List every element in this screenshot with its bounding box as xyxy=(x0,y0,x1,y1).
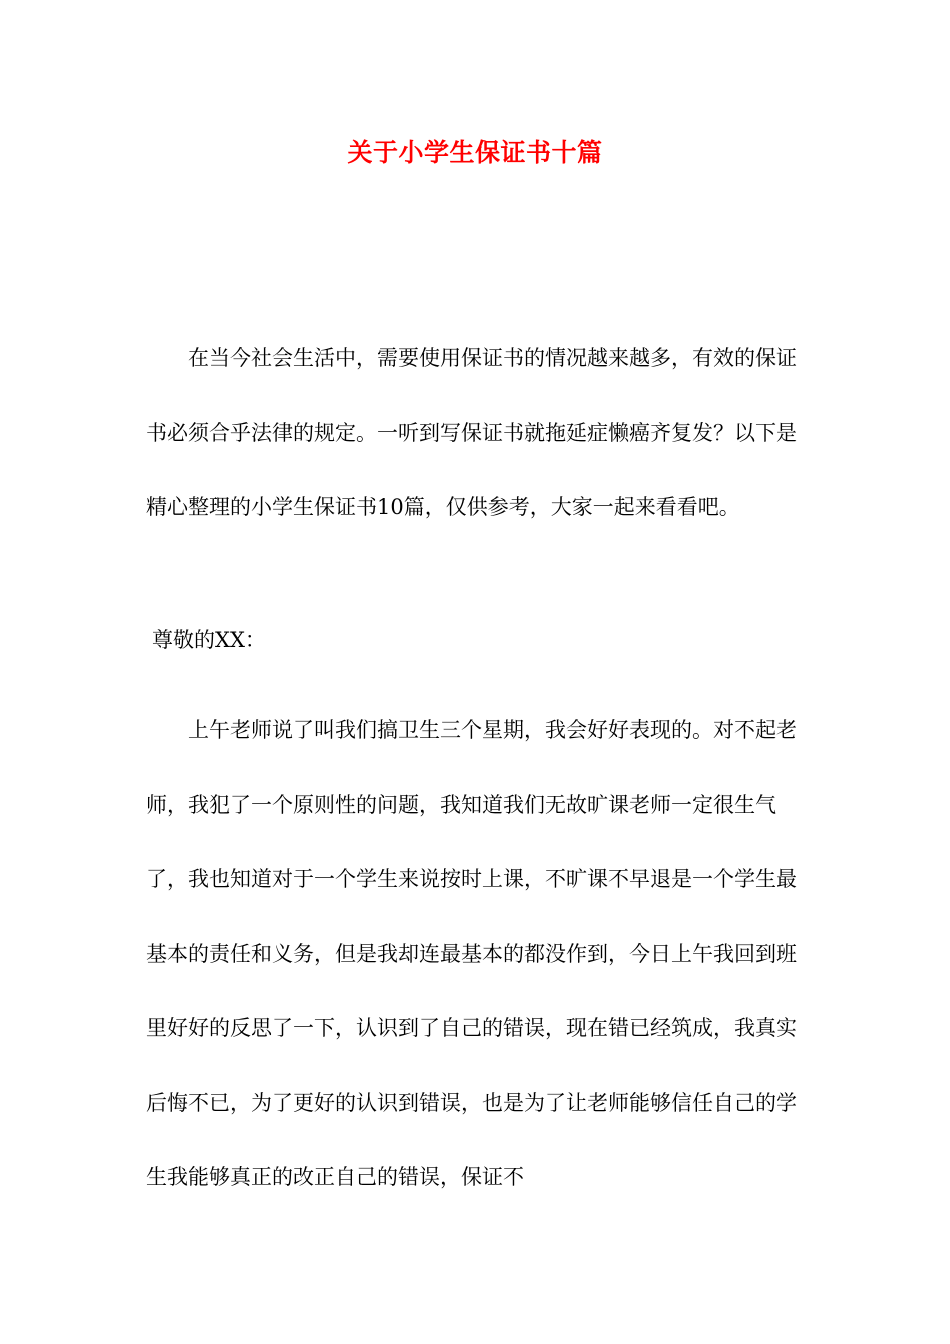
document-title: 关于小学生保证书十篇 xyxy=(347,138,603,167)
intro-paragraph: 在当今社会生活中，需要使用保证书的情况越来越多，有效的保证书必须合乎法律的规定。一听到写保证书就拖延症懒癌齐复发？以下是精心整理的小学生保证书10篇，仅供参考，大家一起来看看吧。 xyxy=(146,346,797,519)
body-paragraph: 上午老师说了叫我们搞卫生三个星期，我会好好表现的。对不起老师，我犯了一个原则性的问题，我知道我们无故旷课老师一定很生气了，我也知道对于一个学生来说按时上课，不旷课不早退是一个学生最基本的责任和义务，但是我却连最基本的都没作到，今日上午我回到班里好好的反思了一下，认识到了自己的错误，现在错已经筑成，我真实后悔不已，为了更好的认识到错误，也是为了让老师能够信任自己的学生我能够真正的改正自己的错误，保证不 xyxy=(146,718,797,1189)
greeting-line: 尊敬的XX： xyxy=(152,628,266,652)
